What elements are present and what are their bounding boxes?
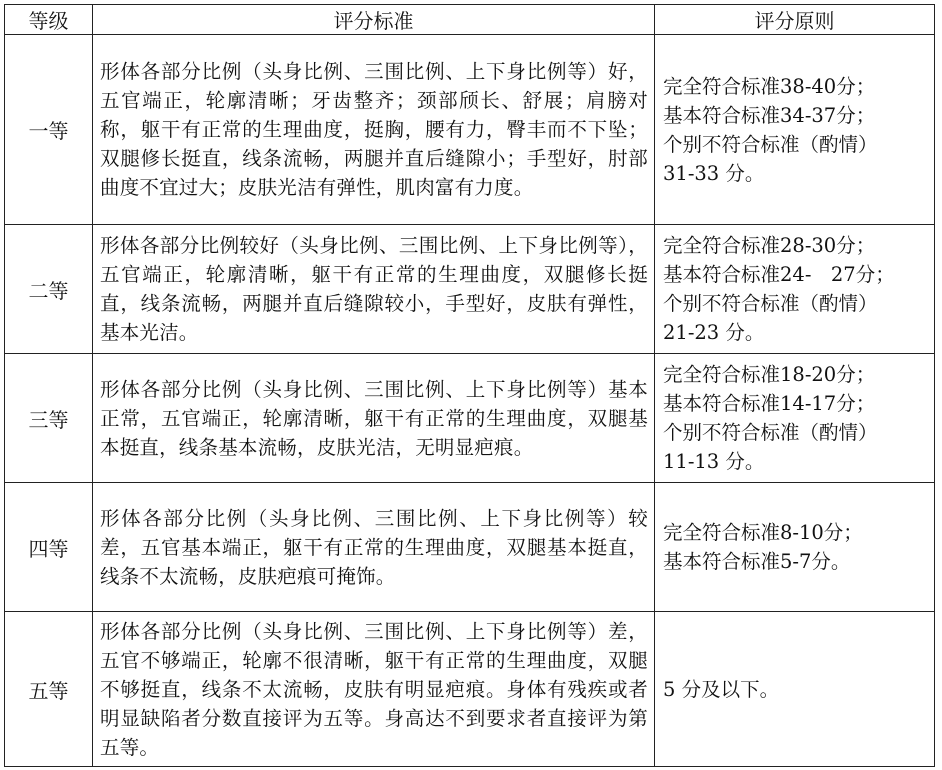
grade-cell: 一等 [5, 35, 93, 225]
principle-line: 个别不符合标准（酌情） [663, 132, 878, 156]
principle-cell [655, 35, 935, 225]
principle-line: 基本符合标准24- 27分； [663, 263, 895, 286]
header-principle: 评分原则 [655, 5, 935, 35]
principle-line: 个别不符合标准（酌情） [663, 292, 878, 315]
standard-cell: 形体各部分比例（头身比例、三围比例、上下身比例等）好，五官端正，轮廓清晰；牙齿整齐；颈部颀长、舒展；肩膀对称，躯干有正常的生理曲度，挺胸，腰有力，臀丰而不下坠；双腿修长挺直，线条流畅，两腿并直后缝隙小；手型好，肘部曲度不宜过大；皮肤光洁有弹性，肌肉富有力度。 [93, 35, 655, 225]
principle-cell [655, 483, 935, 612]
principle-line: 完全符合标准28-30分； [663, 234, 876, 257]
header-standard: 评分标准 [93, 5, 655, 35]
grade-cell: 二等 [5, 225, 93, 354]
standard-cell: 形体各部分比例（头身比例、三围比例、上下身比例等）差，五官不够端正，轮廓不很清晰，躯干有正常的生理曲度，双腿不够挺直，线条不太流畅，皮肤有明显疤痕。身体有残疾或者明显缺陷者分数直接评为五等。身高达不到要求者直接评为第五等。 [93, 612, 655, 767]
principle-cell [655, 225, 935, 354]
table-row [5, 612, 935, 767]
principle-line: 11-13 分。 [663, 450, 765, 473]
table-row [5, 225, 935, 354]
header-row [5, 5, 935, 35]
principle-line: 完全符合标准38-40分； [663, 74, 876, 98]
grade-cell: 五等 [5, 612, 93, 767]
principle-line: 基本符合标准34-37分； [663, 103, 876, 127]
standard-cell: 形体各部分比例（头身比例、三围比例、上下身比例等）基本正常，五官端正，轮廓清晰，躯干有正常的生理曲度，双腿基本挺直，线条基本流畅，皮肤光洁，无明显疤痕。 [93, 354, 655, 483]
standard-cell: 形体各部分比例（头身比例、三围比例、上下身比例等）较差，五官基本端正，躯干有正常的生理曲度，双腿基本挺直，线条不太流畅，皮肤疤痕可掩饰。 [93, 483, 655, 612]
principle-line: 完全符合标准8-10分； [663, 521, 863, 544]
grade-cell: 四等 [5, 483, 93, 612]
principle-line: 完全符合标准18-20分； [663, 363, 876, 386]
grade-cell: 三等 [5, 354, 93, 483]
principle-cell [655, 612, 935, 767]
principle-line: 5 分及以下。 [663, 677, 780, 701]
table-row [5, 483, 935, 612]
header-grade: 等级 [5, 5, 93, 35]
standard-cell: 形体各部分比例较好（头身比例、三围比例、上下身比例等），五官端正，轮廓清晰，躯干有正常的生理曲度，双腿修长挺直，线条流畅，两腿并直后缝隙较小，手型好，皮肤有弹性，基本光洁。 [93, 225, 655, 354]
principle-cell [655, 354, 935, 483]
principle-line: 个别不符合标准（酌情） [663, 421, 878, 444]
principle-line: 基本符合标准14-17分； [663, 392, 876, 415]
grading-table [4, 4, 935, 767]
table-row [5, 35, 935, 225]
principle-line: 基本符合标准5-7分。 [663, 550, 851, 573]
principle-line: 21-23 分。 [663, 321, 765, 344]
principle-line: 31-33 分。 [663, 161, 765, 185]
table-row [5, 354, 935, 483]
